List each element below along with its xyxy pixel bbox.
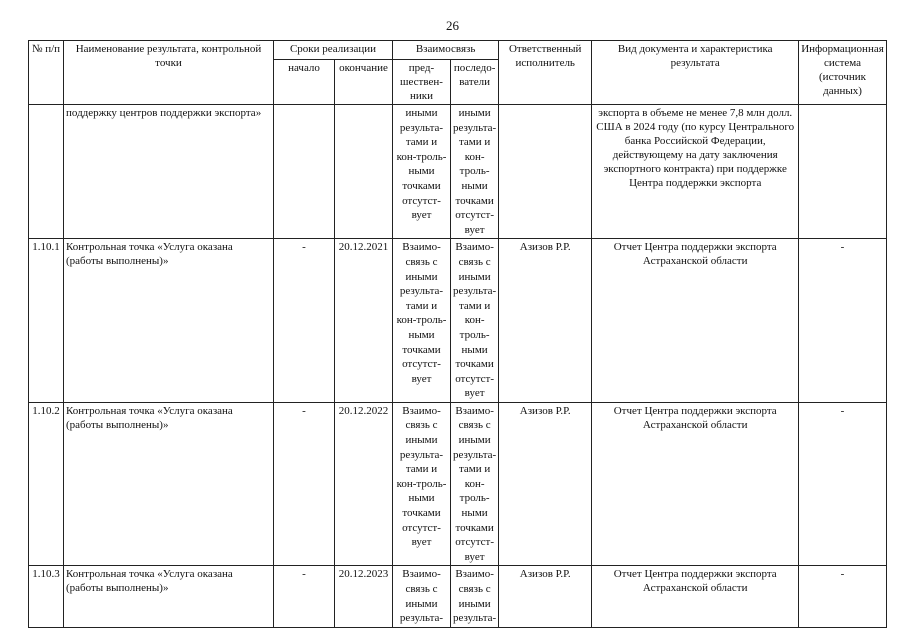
cell-end: 20.12.2022 (335, 402, 393, 566)
cell-info: - (799, 239, 887, 403)
cell-doc: экспорта в объеме не менее 7,8 млн долл. США в 2024 году (по курсу Центрального банка Российской Федерации, действующему на дату заключения экспортного контракта) при поддержке Центра поддержки экспорта (592, 105, 799, 239)
cell-start: - (274, 566, 335, 627)
cell-start: - (274, 402, 335, 566)
header-info: Информационная система (источник данных) (799, 41, 887, 105)
cell-info (799, 105, 887, 239)
cell-predecessors: иными результа-тами и кон-троль-ными точками отсутст-вует (393, 105, 451, 239)
header-links: Взаимосвязь (393, 41, 499, 60)
cell-name: Контрольная точка «Услуга оказана (работы выполнены)» (64, 566, 274, 627)
cell-successors: Взаимо-связь с иными результа-тами и кон-троль-ными точками отсутст-вует (451, 239, 499, 403)
cell-successors: иными результа-тами и кон-троль-ными точками отсутст-вует (451, 105, 499, 239)
cell-responsible: Азизов Р.Р. (499, 239, 592, 403)
header-start: начало (274, 60, 335, 105)
table-row (29, 566, 887, 627)
page-number: 26 (446, 18, 459, 33)
header-responsible: Ответственный исполнитель (499, 41, 592, 105)
header-num: № п/п (29, 41, 64, 105)
header-end: окончание (335, 60, 393, 105)
header-timeline: Сроки реализации (274, 41, 393, 60)
cell-doc: Отчет Центра поддержки экспорта Астраханской области (592, 566, 799, 627)
cell-start (274, 105, 335, 239)
header-doc: Вид документа и характеристика результата (592, 41, 799, 105)
cell-info: - (799, 566, 887, 627)
table-row (29, 402, 887, 566)
header-predecessors: пред-шествен-ники (393, 60, 451, 105)
cell-predecessors: Взаимо-связь с иными результа-тами и кон-троль-ными точками отсутст-вует (393, 239, 451, 403)
cell-responsible: Азизов Р.Р. (499, 566, 592, 627)
cell-doc: Отчет Центра поддержки экспорта Астраханской области (592, 239, 799, 403)
cell-end: 20.12.2023 (335, 566, 393, 627)
cell-successors: Взаимо-связь с иными результа-тами и кон-троль-ными точками отсутст-вует (451, 402, 499, 566)
results-table (28, 40, 887, 628)
cell-name: поддержку центров поддержки экспорта» (64, 105, 274, 239)
cell-doc: Отчет Центра поддержки экспорта Астраханской области (592, 402, 799, 566)
cell-info: - (799, 402, 887, 566)
cell-num: 1.10.1 (29, 239, 64, 403)
cell-num: 1.10.3 (29, 566, 64, 627)
table-row (29, 239, 887, 403)
cell-num: 1.10.2 (29, 402, 64, 566)
cell-num (29, 105, 64, 239)
cell-name: Контрольная точка «Услуга оказана (работы выполнены)» (64, 402, 274, 566)
cell-start: - (274, 239, 335, 403)
cell-responsible: Азизов Р.Р. (499, 402, 592, 566)
cell-successors: Взаимо-связь с иными результа- (451, 566, 499, 627)
table-row (29, 105, 887, 239)
cell-end: 20.12.2021 (335, 239, 393, 403)
cell-end (335, 105, 393, 239)
cell-name: Контрольная точка «Услуга оказана (работы выполнены)» (64, 239, 274, 403)
cell-predecessors: Взаимо-связь с иными результа-тами и кон-троль-ными точками отсутст-вует (393, 402, 451, 566)
cell-predecessors: Взаимо-связь с иными результа- (393, 566, 451, 627)
header-successors: последо-ватели (451, 60, 499, 105)
header-name: Наименование результата, контрольной точки (64, 41, 274, 105)
cell-responsible (499, 105, 592, 239)
